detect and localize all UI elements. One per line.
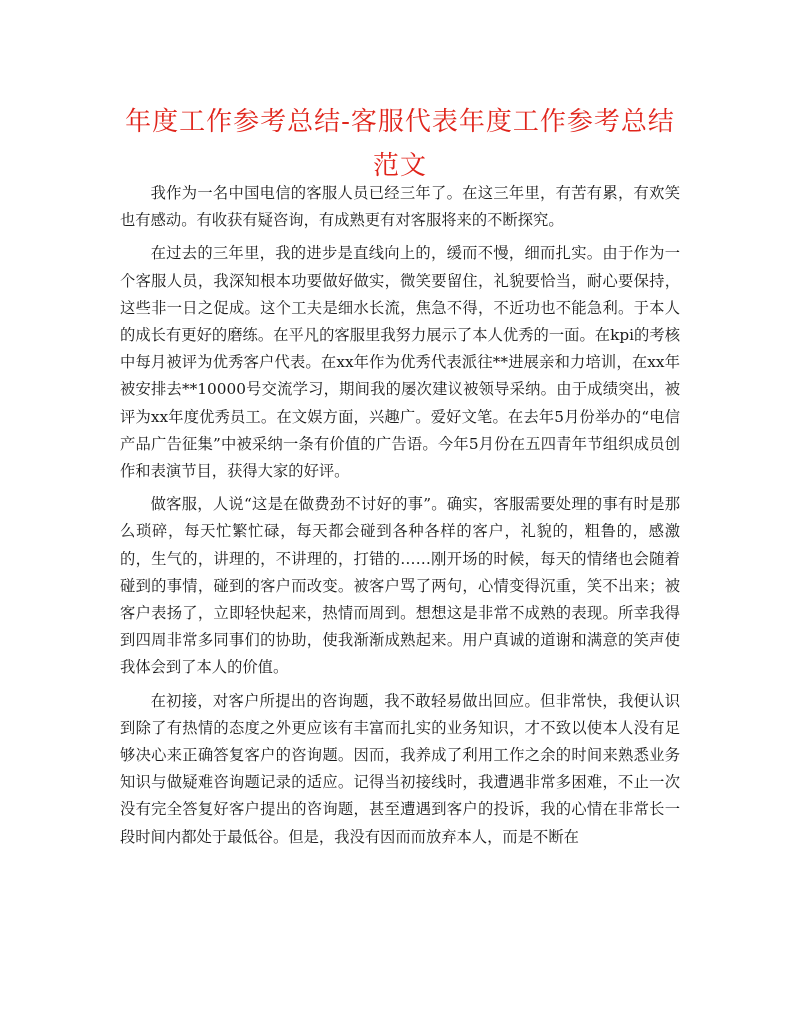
document-body [120,180,680,857]
paragraph: 在过去的三年里，我的进步是直线向上的，缓而不慢，细而扎实。由于作为一个客服人员，我深知根本功要做好做实，微笑要留住，礼貌要恰当，耐心要保持，这些非一日之促成。这个工夫是细水长流，焦急不得，不近功也不能急利。于本人的成长有更好的磨练。在平凡的客服里我努力展示了本人优秀的一面。在kpi的考核中每月被评为优秀客户代表。在xx年作为优秀代表派往**进展亲和力培训，在xx年被安排去**10000号交流学习，期间我的屡次建议被领导采纳。由于成绩突出，被评为xx年度优秀员工。在文娱方面，兴趣广。爱好文笔。在去年5月份举办的“电信产品广告征集”中被采纳一条有价值的广告语。今年5月份在五四青年节组织成员创作和表演节目，获得大家的好评。 [120,244,680,481]
paragraph: 我作为一名中国电信的客服人员已经三年了。在这三年里，有苦有累，有欢笑也有感动。有收获有疑咨询，有成熟更有对客服将来的不断探究。 [120,184,680,230]
document-title: 年度工作参考总结-客服代表年度工作参考总结范文 [125,107,675,181]
paragraph: 做客服，人说“这是在做费劲不讨好的事”。确实，客服需要处理的事有时是那么琐碎，每天忙繁忙碌，每天都会碰到各种各样的客户，礼貌的，粗鲁的，感激的，生气的，讲理的，不讲理的，打错的……刚开场的时候，每天的情绪也会随着碰到的事情，碰到的客户而改变。被客户骂了两句，心情变得沉重，笑不出来；被客户表扬了，立即轻快起来，热情而周到。想想这是非常不成熟的表现。所幸我得到四周非常多同事们的协助，使我渐渐成熟起来。用户真诚的道谢和满意的笑声使我体会到了本人的价值。 [120,495,680,677]
paragraph: 在初接，对客户所提出的咨询题，我不敢轻易做出回应。但非常快，我便认识到除了有热情的态度之外更应该有丰富而扎实的业务知识，才不致以使本人没有足够决心来正确答复客户的咨询题。因而，我养成了利用工作之余的时间来熟悉业务知识与做疑难咨询题记录的适应。记得当初接线时，我遭遇非常多困难，不止一次没有完全答复好客户提出的咨询题，甚至遭遇到客户的投诉，我的心情在非常长一段时间内都处于最低谷。但是，我没有因而而放弃本人，而是不断在 [120,691,680,846]
